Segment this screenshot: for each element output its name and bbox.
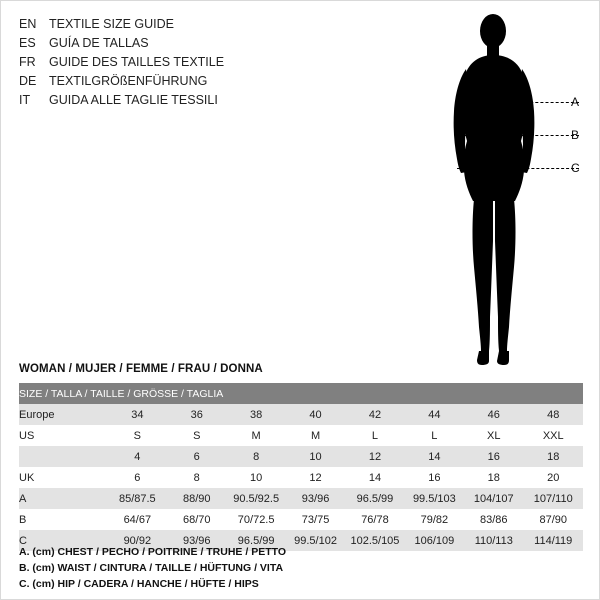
cell: 44 [405,404,464,425]
table-header-label: SIZE / TALLA / TAILLE / GRÖSSE / TAGLIA [19,383,583,404]
language-code: DE [19,74,37,88]
cell: 90/92 [108,530,167,551]
table-row [19,488,583,509]
cell: 96.5/99 [345,488,404,509]
measure-label-a: A [571,95,580,109]
cell: 96.5/99 [226,530,285,551]
cell: 8 [167,467,226,488]
cell: XXL [523,425,583,446]
measure-line-c [457,168,579,169]
cell: S [167,425,226,446]
cell: 18 [464,467,523,488]
language-header [19,17,319,112]
cell: 64/67 [108,509,167,530]
language-row-en [19,17,319,36]
size-table [19,383,583,551]
language-title: GUIDE DES TAILLES TEXTILE [49,55,225,69]
language-row-de [19,74,319,93]
table-group-title: WOMAN / MUJER / FEMME / FRAU / DONNA [19,363,263,375]
female-silhouette-figure [431,9,591,369]
cell: 16 [405,467,464,488]
row-label: Europe [19,404,108,425]
cell: 18 [523,446,583,467]
cell: L [405,425,464,446]
cell: 83/86 [464,509,523,530]
cell: 36 [167,404,226,425]
cell: 73/75 [286,509,345,530]
language-row-es [19,36,319,55]
measure-line-b [459,135,579,136]
cell: 106/109 [405,530,464,551]
cell: 79/82 [405,509,464,530]
cell: 88/90 [167,488,226,509]
footnote-hip: C. (cm) HIP / CADERA / HANCHE / HÜFTE / HIPS [19,578,259,590]
cell: 38 [226,404,285,425]
cell: 8 [226,446,285,467]
cell: 6 [108,467,167,488]
language-code: IT [19,93,31,107]
cell: 6 [167,446,226,467]
cell: XL [464,425,523,446]
cell: 68/70 [167,509,226,530]
measure-label-c: C [571,161,580,175]
cell: 107/110 [523,488,583,509]
cell: 12 [286,467,345,488]
cell: 10 [226,467,285,488]
language-code: FR [19,55,36,69]
table-row [19,425,583,446]
cell: 46 [464,404,523,425]
table-row [19,404,583,425]
measure-line-a [459,102,579,103]
cell: 110/113 [464,530,523,551]
language-title: TEXTILGRÖßENFÜHRUNG [49,74,208,88]
cell: 48 [523,404,583,425]
cell: 85/87.5 [108,488,167,509]
row-label: C [19,530,108,551]
cell: 42 [345,404,404,425]
footnotes [19,544,579,592]
footnote-waist: B. (cm) WAIST / CINTURA / TAILLE / HÜFTUNG / VITA [19,562,284,574]
row-label: US [19,425,108,446]
cell: 4 [108,446,167,467]
cell: 99.5/103 [405,488,464,509]
cell: 14 [345,467,404,488]
cell: 87/90 [523,509,583,530]
cell: 90.5/92.5 [226,488,285,509]
cell: 40 [286,404,345,425]
cell: 12 [345,446,404,467]
row-label: A [19,488,108,509]
language-title: GUIDA ALLE TAGLIE TESSILI [49,93,218,107]
cell: 76/78 [345,509,404,530]
footnote-chest: A. (cm) CHEST / PECHO / POITRINE / TRUHE / PETTO [19,546,287,558]
cell: 114/119 [523,530,583,551]
cell: 14 [405,446,464,467]
cell: S [108,425,167,446]
table-row [19,446,583,467]
row-label: B [19,509,108,530]
language-row-fr [19,55,319,74]
cell: 16 [464,446,523,467]
measure-label-b: B [571,128,580,142]
cell: 93/96 [286,488,345,509]
language-title: GUÍA DE TALLAS [49,36,149,50]
cell: 93/96 [167,530,226,551]
cell: 20 [523,467,583,488]
language-code: EN [19,17,37,31]
table-row [19,467,583,488]
cell: M [226,425,285,446]
row-label: UK [19,467,108,488]
cell: M [286,425,345,446]
cell: L [345,425,404,446]
cell: 10 [286,446,345,467]
table-row [19,509,583,530]
cell: 99.5/102 [286,530,345,551]
cell: 102.5/105 [345,530,404,551]
language-code: ES [19,36,36,50]
language-row-it [19,93,319,112]
cell: 70/72.5 [226,509,285,530]
table-header-row [19,383,583,404]
silhouette-icon [431,9,591,369]
row-label [19,446,108,467]
language-title: TEXTILE SIZE GUIDE [49,17,175,31]
cell: 34 [108,404,167,425]
cell: 104/107 [464,488,523,509]
